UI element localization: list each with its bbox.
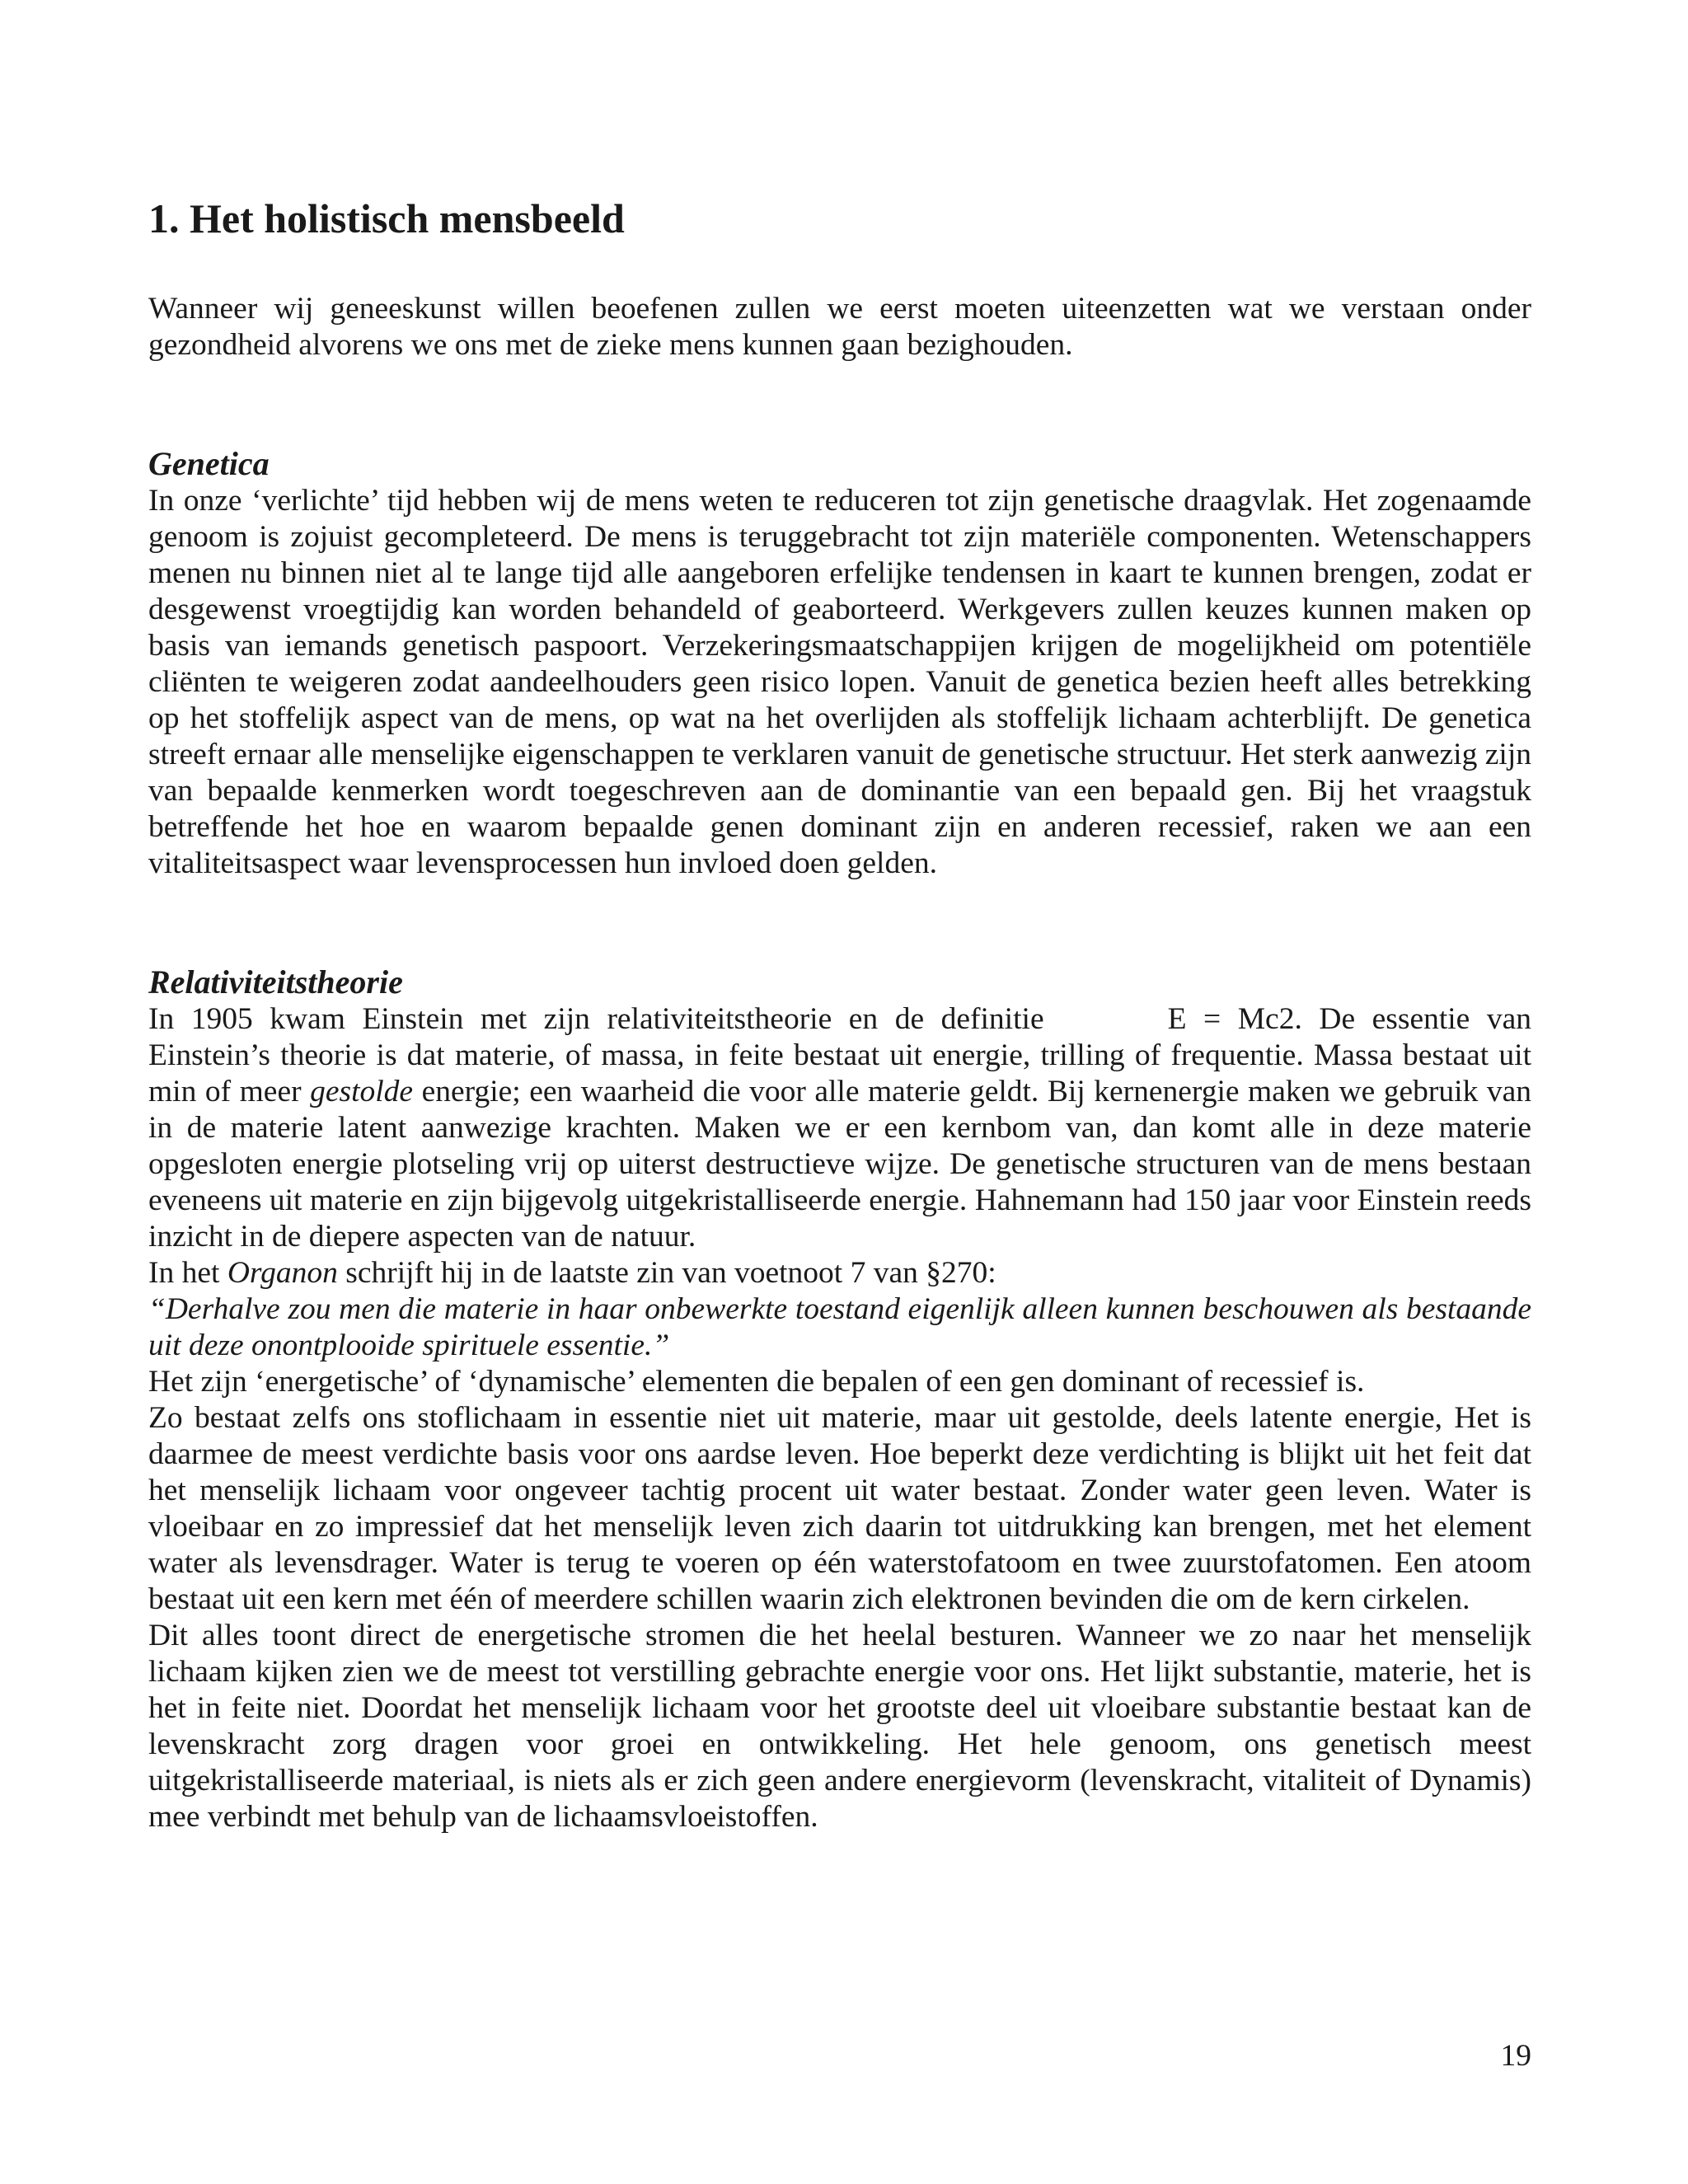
relativiteit-paragraph-2 <box>148 1255 1531 1291</box>
relativiteit-paragraph-4: Zo bestaat zelfs ons stoflichaam in essentie niet uit materie, maar uit gestolde, deels latente energie, Het is daarmee de meest verdichte basis voor ons aardse leven. Hoe beperkt deze verdichting is blijkt uit het feit dat het menselijk lichaam voor ongeveer tachtig procent uit water bestaat. Zonder water geen leven. Water is vloeibaar en zo impressief dat het menselijk leven zich daarin tot uitdrukking kan brengen, met het element water als levensdrager. Water is terug te voeren op één waterstofatoom en twee zuurstofatomen. Een atoom bestaat uit een kern met één of meerdere schillen waarin zich elektronen bevinden die om de kern cirkelen. <box>148 1401 1531 1616</box>
section-heading-relativiteit: Relativiteitstheorie <box>148 963 403 1001</box>
page-content <box>148 194 1531 1835</box>
relativiteit-paragraph-1 <box>148 1001 1531 1255</box>
emphasis-gestolde: gestolde <box>310 1075 414 1108</box>
organon-title: Organon <box>227 1256 338 1290</box>
einstein-text-3: energie; een waarheid die voor alle materie geldt. Bij kernenergie maken we gebruik van in de materie latent aanwezige krachten. Maken we er een kernbom van, dan komt alle in deze materie opgesloten energie plotseling vrij op uiterst destructieve wijze. De genetische structuren van de mens bestaan eveneens uit materie en zijn bijgevolg uitgekristalliseerde energie. Hahnemann had 150 jaar voor Einstein reeds inzicht in de diepere aspecten van de natuur. <box>148 1075 1531 1254</box>
hahnemann-quote: “Derhalve zou men die materie in haar onbewerkte toestand eigenlijk alleen kunnen beschouwen als bestaande uit deze onontplooide spirituele essentie.” <box>148 1292 1531 1362</box>
formula-text: E = Mc2. <box>1167 1002 1302 1036</box>
spacer <box>148 882 1531 963</box>
intro-paragraph: Wanneer wij geneeskunst willen beoefenen zullen we eerst moeten uiteenzetten wat we verstaan onder gezondheid alvorens we ons met de zieke mens kunnen gaan bezighouden. <box>148 292 1531 362</box>
relativiteit-paragraph-5: Dit alles toont direct de energetische stromen die het heelal besturen. Wanneer we zo naar het menselijk lichaam kijken zien we de meest tot verstilling gebrachte energie voor ons. Het lijkt substantie, materie, het is het in feite niet. Doordat het menselijk lichaam voor het grootste deel uit vloeibare substantie bestaat kan de levenskracht zorg dragen voor groei en ontwikkeling. Het hele genoom, ons genetisch meest uitgekristalliseerde materiaal, is niets als er zich geen andere energievorm (levenskracht, vitaliteit of Dynamis) mee verbindt met behulp van de lichaamsvloeistoffen. <box>148 1619 1531 1834</box>
chapter-title: 1. Het holistisch mensbeeld <box>148 195 625 241</box>
einstein-text-2: De essentie van Einstein’s theorie is dat materie, of massa, in feite bestaat uit energie, trilling of frequentie. Massa bestaat uit min of meer <box>148 1002 1532 1108</box>
page-number: 19 <box>1500 2039 1531 2073</box>
spacer <box>148 363 1531 445</box>
einstein-intro-text: In 1905 kwam Einstein met zijn relativiteitstheorie en de definitie <box>148 1002 1044 1036</box>
organon-end-text: schrijft hij in de laatste zin van voetnoot 7 van §270: <box>337 1256 996 1290</box>
section-heading-genetica: Genetica <box>148 445 270 482</box>
organon-intro-text: In het <box>148 1256 227 1290</box>
genetica-paragraph: In onze ‘verlichte’ tijd hebben wij de mens weten te reduceren tot zijn genetische draagvlak. Het zogenaamde genoom is zojuist gecompleteerd. De mens is teruggebracht tot zijn materiële componenten. Wetenschappers menen nu binnen niet al te lange tijd alle aangeboren erfelijke tendensen in kaart te kunnen brengen, zodat er desgewenst vroegtijdig kan worden behandeld of geaborteerd. Werkgevers zullen keuzes kunnen maken op basis van iemands genetisch paspoort. Verzekeringsmaatschappijen krijgen de mogelijkheid om potentiële cliënten te weigeren zodat aandeelhouders geen risico lopen. Vanuit de genetica bezien heeft alles betrekking op het stoffelijk aspect van de mens, op wat na het overlijden als stoffelijk lichaam achterblijft. De genetica streeft ernaar alle menselijke eigenschappen te verklaren vanuit de genetische structuur. Het sterk aanwezig zijn van bepaalde kenmerken wordt toegeschreven aan de dominantie van een bepaald gen. Bij het vraagstuk betreffende het hoe en waarom bepaalde genen dominant zijn en anderen recessief, raken we aan een vitaliteitsaspect waar levensprocessen hun invloed doen gelden. <box>148 484 1531 880</box>
relativiteit-paragraph-3: Het zijn ‘energetische’ of ‘dynamische’ elementen die bepalen of een gen dominant of recessief is. <box>148 1365 1365 1399</box>
